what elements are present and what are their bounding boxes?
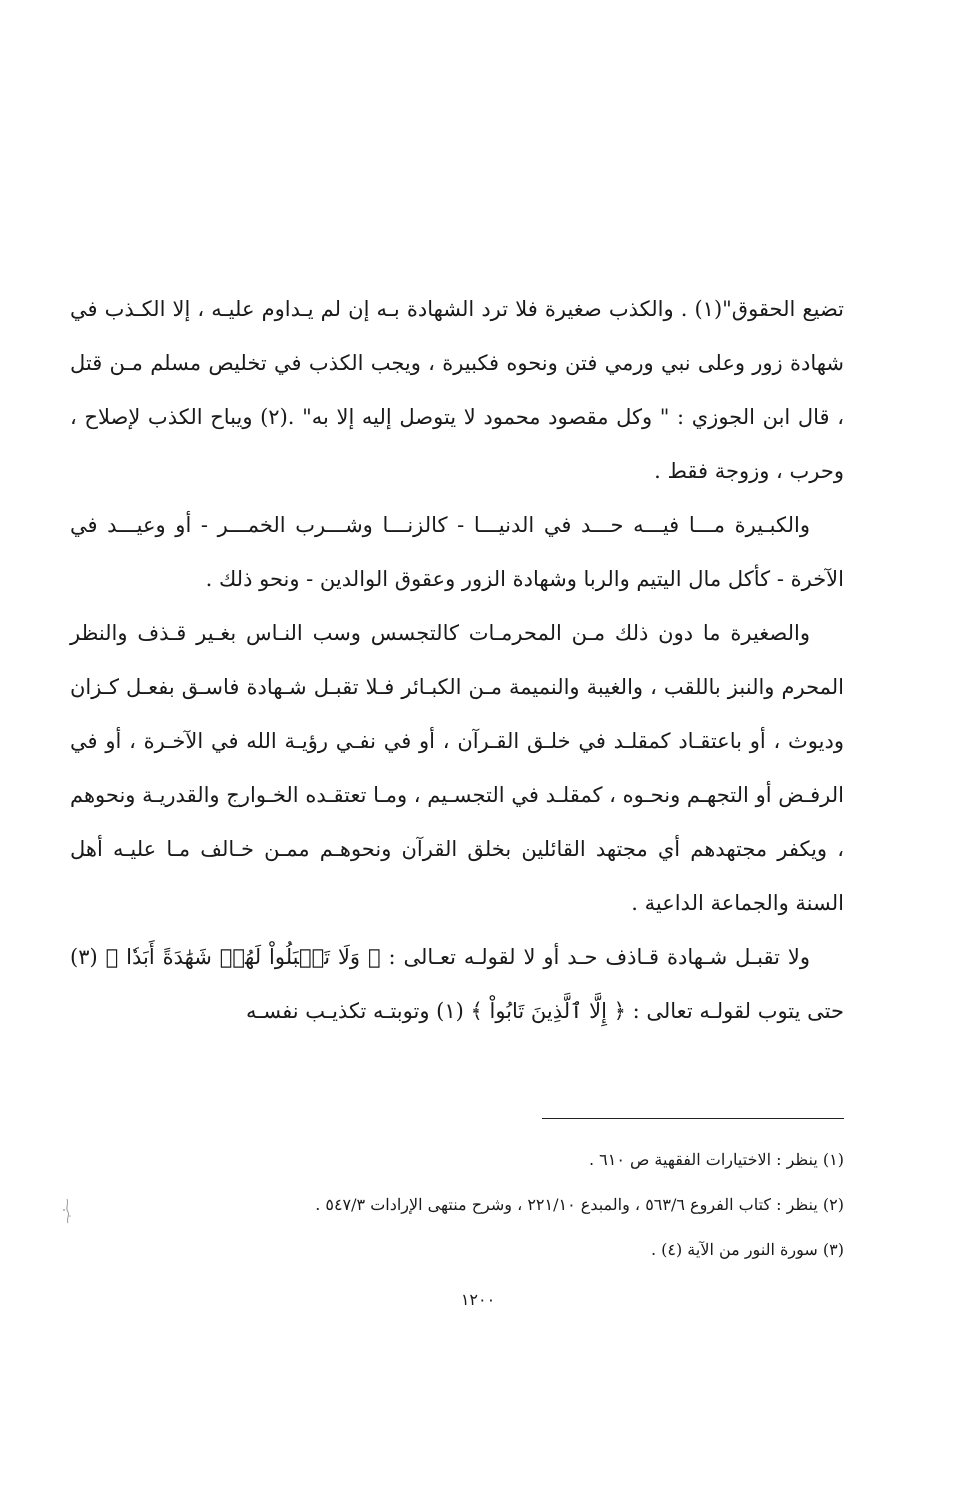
footnotes (70, 1137, 844, 1272)
footnote-2: (٢) ينظر : كتاب الفروع ٥٦٣/٦ ، والمبدع ٢٢١/١٠ ، وشرح منتهى الإرادات ٥٤٧/٣ . (315, 1195, 844, 1214)
paragraph-3: والصغيرة ما دون ذلك مـن المحرمـات كالتجسس وسب النـاس بغـير قـذف والنظر المحرم والنبز باللقب ، والغيبة والنميمة مـن الكبـائر فـلا تقبـل شـهادة فاسـق بفعـل كـزان وديوث ، أو باعتقـاد كمقلـد في خلـق القـرآن ، أو في نفـي رؤيـة الله في الآخـرة ، أو في الرفـض أو التجهـم ونحـوه ، كمقلـد في التجسـيم ، ومـا تعتقـده الخـوارج والقدريـة ونحوهم ، ويكفر مجتهدهم أي مجتهد القائلين بخلق القرآن ونحوهـم ممـن خـالف مـا عليـه أهل السنة والجماعة الداعية . (70, 621, 844, 915)
paragraph-1: تضيع الحقوق"(١) . والكذب صغيرة فلا ترد الشهادة بـه إن لم يـداوم عليـه ، إلا الكـذب في شهادة زور وعلى نبي ورمي فتن ونحوه فكبيرة ، ويجب الكذب في تخليص مسلم مـن قتل ، قال ابن الجوزي : " وكل مقصود محمود لا يتوصل إليه إلا به" .(٢) ويباح الكذب لإصلاح ، وحرب ، وزوجة فقط . (70, 297, 845, 483)
margin-smudge-mark (58, 1196, 76, 1226)
paragraph-2: والكبـيرة مـــا فيـــه حـــد في الدنيـــا - كالزنـــا وشـــرب الخمـــر - أو وعيـــد في الآخرة - كأكل مال اليتيم والربا وشهادة الزور وعقوق الوالدين - ونحو ذلك . (70, 513, 844, 591)
page-number: ١٢٠٠ (460, 1290, 496, 1309)
footnote-divider (542, 1118, 844, 1119)
footnote-3: (٣) سورة النور من الآية (٤) . (650, 1240, 844, 1259)
body-text (70, 282, 844, 1038)
footnote-1: (١) ينظر : الاختيارات الفقهية ص ٦١٠ . (588, 1150, 844, 1169)
paragraph-4: ولا تقبـل شـهادة قـاذف حـد أو لا لقولـه تعـالى : ﴿ وَلَا تَقۡبَلُواْ لَهُمۡ شَهَٰدَةً أَبَدٗا ﴾ (٣) حتى يتوب لقولـه تعالى : ﴿ إِلَّا ٱلَّذِينَ تَابُواْ ﴾ (١) وتوبتـه تكذيـب نفسـه (70, 945, 844, 1023)
